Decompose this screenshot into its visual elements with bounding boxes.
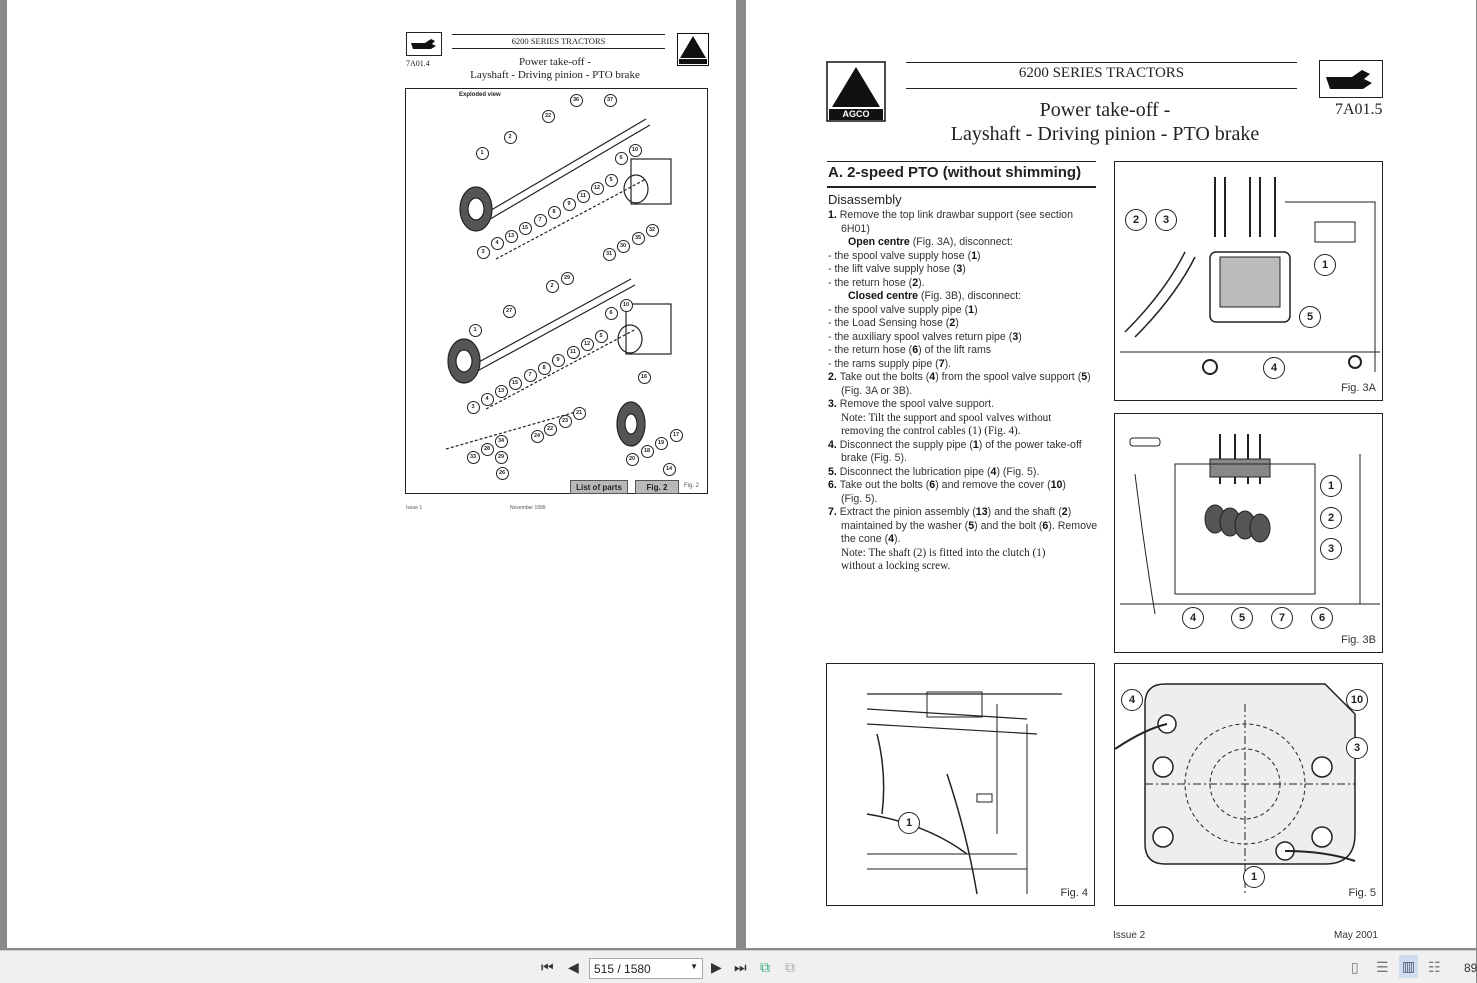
instruction-text: Note: Tilt the support and spool valves without xyxy=(841,411,1052,424)
instruction-line xyxy=(828,466,1096,480)
instruction-text: 4. xyxy=(828,438,840,451)
instruction-line xyxy=(828,385,1096,399)
callout-number: 4 xyxy=(491,237,504,250)
fig4-drawing xyxy=(827,664,1094,904)
instruction-text: 3 xyxy=(956,263,963,275)
callout-number: 23 xyxy=(559,415,572,428)
instruction-text: 2 xyxy=(912,276,919,289)
instruction-line xyxy=(828,506,1096,520)
instruction-text: 7. xyxy=(828,506,840,518)
instruction-text: 1. xyxy=(828,209,840,221)
first-page-icon[interactable]: ⏮ xyxy=(541,959,554,975)
instruction-text: ) xyxy=(977,249,981,262)
callout-number: 22 xyxy=(544,423,557,436)
figure-4 xyxy=(826,663,1095,906)
instruction-text: ) and the shaft ( xyxy=(987,506,1062,518)
callout-number: 33 xyxy=(467,451,480,464)
previous-page-icon[interactable]: ◀ xyxy=(568,959,579,975)
instruction-line xyxy=(828,412,1096,426)
callout-number: 7 xyxy=(1271,607,1293,629)
callout-number: 27 xyxy=(503,305,516,318)
instruction-text: 10 xyxy=(1050,479,1063,491)
rotate-right-icon[interactable]: ⧉ xyxy=(785,959,795,975)
instruction-line xyxy=(828,547,1096,561)
callout-number: 12 xyxy=(591,182,604,195)
instruction-text: 3. xyxy=(828,398,840,410)
instruction-line xyxy=(828,452,1096,466)
instruction-text: ) xyxy=(955,317,959,329)
instruction-text: 6 xyxy=(912,344,919,356)
callout-number: 22 xyxy=(542,110,555,123)
callout-number: 8 xyxy=(538,362,551,375)
callout-number: 6 xyxy=(1311,607,1333,629)
callout-number: 3 xyxy=(477,246,490,259)
two-page-continuous-view-icon[interactable]: ☷ xyxy=(1428,959,1441,975)
callout-number: 1 xyxy=(898,812,920,834)
instruction-line xyxy=(828,560,1096,574)
instruction-text: ) xyxy=(1087,371,1091,383)
callout-number: 13 xyxy=(505,230,518,243)
callout-number: 17 xyxy=(670,429,683,442)
callout-number: 1 xyxy=(476,147,489,160)
instruction-text: ) xyxy=(962,263,966,275)
callout-number: 10 xyxy=(620,299,633,312)
instruction-text: 1 xyxy=(968,303,975,316)
callout-number: 4 xyxy=(1263,357,1285,379)
instruction-text: Extract the pinion assembly ( xyxy=(839,506,976,518)
callout-number: 1 xyxy=(1314,254,1336,276)
instruction-text: 6 xyxy=(929,479,936,491)
instruction-text: brake (Fig. 5). xyxy=(841,452,907,464)
figure-label: Fig. 3B xyxy=(1341,634,1376,646)
callout-number: 3 xyxy=(1155,209,1177,231)
callout-number: 34 xyxy=(495,435,508,448)
figure-label: Fig. 4 xyxy=(1060,887,1088,899)
instruction-text: (Fig. 3A or 3B). xyxy=(841,384,913,397)
wrench-hand-icon xyxy=(406,32,442,56)
instruction-line xyxy=(828,493,1096,507)
callout-number: 2 xyxy=(1125,209,1147,231)
instruction-text: 4 xyxy=(990,465,997,478)
callout-number: 7 xyxy=(534,214,547,227)
instruction-line xyxy=(828,263,1096,277)
callout-number: 14 xyxy=(663,463,676,476)
instruction-text: 1 xyxy=(971,249,977,262)
callout-number: 31 xyxy=(603,248,616,261)
list-of-parts-button[interactable]: List of parts xyxy=(570,480,628,494)
instruction-line xyxy=(828,533,1096,547)
dropdown-arrow-icon[interactable]: ▼ xyxy=(690,962,698,971)
agco-logo xyxy=(826,61,886,122)
series-title: 6200 SERIES TRACTORS xyxy=(511,36,606,46)
instruction-text: 7 xyxy=(938,357,945,370)
instruction-text: - the auxiliary spool valves return pipe ( xyxy=(828,330,1013,343)
instruction-line xyxy=(828,317,1096,331)
instruction-line xyxy=(828,439,1096,453)
instruction-text: 3 xyxy=(1012,330,1019,343)
instruction-text: - the rams supply pipe ( xyxy=(828,357,939,370)
callout-number: 5 xyxy=(605,174,618,187)
callout-number: 5 xyxy=(1299,306,1321,328)
instruction-text: 6H01) xyxy=(841,222,870,235)
instruction-text: Remove the spool valve support. xyxy=(839,398,995,410)
fig3a-drawing xyxy=(1115,162,1382,402)
callout-number: 16 xyxy=(638,371,651,384)
callout-number: 20 xyxy=(626,453,639,466)
fig-2-button[interactable]: Fig. 2 xyxy=(635,480,679,494)
callout-number: 5 xyxy=(595,330,608,343)
callout-number: 3 xyxy=(1320,538,1342,560)
instruction-line xyxy=(828,520,1096,534)
callout-number: 9 xyxy=(552,354,565,367)
callout-number: 37 xyxy=(604,94,617,107)
instruction-text: - the lift valve supply hose ( xyxy=(828,263,957,275)
instruction-text: - the return hose ( xyxy=(828,344,913,356)
logo-text: AGCO xyxy=(842,109,870,119)
callout-number: 7 xyxy=(524,369,537,382)
instruction-line xyxy=(828,331,1096,345)
instruction-text: ) xyxy=(1062,479,1066,491)
callout-number: 5 xyxy=(1231,607,1253,629)
instruction-line xyxy=(828,250,1096,264)
instruction-text: ). Remove xyxy=(1048,519,1098,532)
instruction-text: - the spool valve supply pipe ( xyxy=(828,303,969,316)
instruction-text: ) and the bolt ( xyxy=(974,519,1043,532)
instruction-text: Disconnect the lubrication pipe ( xyxy=(839,465,991,478)
instruction-text: 5. xyxy=(828,465,840,478)
instruction-text: 1 xyxy=(972,438,979,451)
instruction-text: (Fig. 3A), disconnect: xyxy=(909,236,1013,248)
callout-number: 1 xyxy=(1320,475,1342,497)
instruction-line xyxy=(828,236,1096,250)
instruction-text: Remove the top link drawbar support (see section xyxy=(839,209,1073,221)
instruction-line xyxy=(828,479,1096,493)
instruction-text: ) xyxy=(1018,330,1022,343)
callout-number: 2 xyxy=(1320,507,1342,529)
issue-label: Issue 1 xyxy=(406,505,423,511)
callout-number: 29 xyxy=(495,451,508,464)
figure-label: Fig. 3A xyxy=(1341,382,1376,394)
callout-number: 35 xyxy=(632,232,645,245)
callout-number: 26 xyxy=(496,467,509,480)
instruction-text: 4 xyxy=(888,533,895,545)
callout-number: 15 xyxy=(509,377,522,390)
callout-number: 12 xyxy=(581,338,594,351)
instruction-text: without a locking screw. xyxy=(841,560,951,572)
instruction-list xyxy=(828,209,1096,574)
callout-number: 10 xyxy=(1346,689,1368,711)
figure-3a xyxy=(1114,161,1383,401)
instruction-text: 2. xyxy=(828,371,840,383)
callout-number: 4 xyxy=(1121,689,1143,711)
continuous-view-icon[interactable]: ☰ xyxy=(1376,959,1389,975)
instruction-line xyxy=(828,209,1096,223)
instruction-text: 4 xyxy=(929,371,936,383)
page-title-line2: Layshaft - Driving pinion - PTO brake xyxy=(470,69,640,81)
callout-number: 24 xyxy=(531,430,544,443)
instruction-line xyxy=(828,344,1096,358)
page-title-line1: Power take-off - xyxy=(1039,99,1171,121)
instruction-text: ) and remove the cover ( xyxy=(935,479,1051,491)
callout-number: 36 xyxy=(570,94,583,107)
figure-caption: Exploded view xyxy=(459,92,501,98)
pdf-viewer-toolbar xyxy=(0,950,1476,983)
instruction-text: 6 xyxy=(1042,519,1049,532)
instruction-line xyxy=(828,223,1096,237)
instruction-text: ) xyxy=(974,303,978,316)
single-page-view-icon[interactable]: ▯ xyxy=(1351,959,1359,975)
callout-number: 32 xyxy=(646,224,659,237)
zoom-level[interactable]: 89 xyxy=(1464,961,1477,975)
date-label: November 1999 xyxy=(510,505,546,511)
page-title-line1: Power take-off - xyxy=(519,56,591,68)
instruction-text: (Fig. 5). xyxy=(841,492,878,505)
section-heading: A. 2-speed PTO (without shimming) xyxy=(828,164,1082,181)
instruction-text: 2 xyxy=(949,317,956,329)
callout-number: 15 xyxy=(519,222,532,235)
instruction-line xyxy=(828,425,1096,439)
instruction-text: 5 xyxy=(1081,371,1088,383)
instruction-line xyxy=(828,358,1096,372)
page-indicator: 515 / 1580 xyxy=(594,962,651,976)
instruction-text: removing the control cables (1) (Fig. 4). xyxy=(841,425,1021,437)
instruction-text: 13 xyxy=(975,506,988,518)
callout-number: 2 xyxy=(546,280,559,293)
exploded-view-figure xyxy=(405,88,708,494)
callout-number: 3 xyxy=(467,401,480,414)
instruction-line xyxy=(828,304,1096,318)
instruction-text: - the return hose ( xyxy=(828,276,913,289)
figure-3b xyxy=(1114,413,1383,653)
figure-5 xyxy=(1114,663,1383,906)
instruction-text: 5 xyxy=(968,519,975,532)
subheading: Disassembly xyxy=(828,192,902,207)
instruction-text: - the Load Sensing hose ( xyxy=(828,317,950,329)
callout-number: 29 xyxy=(561,272,574,285)
date-label: May 2001 xyxy=(1334,930,1378,941)
page-code: 7A01.5 xyxy=(1335,101,1383,118)
issue-label: Issue 2 xyxy=(1113,930,1146,941)
instruction-text: ) of the power take-off xyxy=(978,438,1082,451)
instruction-text: Note: The shaft (2) is fitted into the clutch (1) xyxy=(841,546,1046,559)
callout-number: 13 xyxy=(495,385,508,398)
last-page-icon[interactable]: ⏭ xyxy=(734,959,747,975)
instruction-text: ). xyxy=(894,533,901,545)
instruction-text: maintained by the washer ( xyxy=(841,519,969,532)
instruction-text: (Fig. 3B), disconnect: xyxy=(918,290,1022,302)
page-number-input[interactable] xyxy=(589,958,703,979)
callout-number: 3 xyxy=(1346,737,1368,759)
callout-number: 1 xyxy=(1243,866,1265,888)
instruction-text: 2 xyxy=(1061,506,1068,518)
callout-number: 8 xyxy=(548,206,561,219)
callout-number: 18 xyxy=(641,445,654,458)
instruction-text: ). xyxy=(944,357,952,370)
instruction-text: ) from the spool valve support ( xyxy=(935,371,1082,383)
instruction-text: ) xyxy=(1067,506,1072,518)
instruction-text: Closed centre xyxy=(848,290,919,302)
instruction-text: Disconnect the supply pipe ( xyxy=(839,438,973,451)
callout-number: 4 xyxy=(481,393,494,406)
callout-number: 4 xyxy=(1182,607,1204,629)
callout-number: 1 xyxy=(469,324,482,337)
rotate-left-icon[interactable]: ⧉ xyxy=(760,959,770,975)
figure-label: Fig. 2 xyxy=(684,483,700,489)
instruction-text: ) of the lift rams xyxy=(918,344,992,356)
instruction-line xyxy=(828,290,1096,304)
instruction-text: the cone ( xyxy=(841,533,889,545)
instruction-line xyxy=(828,371,1096,385)
two-page-view-icon[interactable]: ▥ xyxy=(1399,955,1418,978)
callout-number: 28 xyxy=(481,443,494,456)
series-title: 6200 SERIES TRACTORS xyxy=(1018,65,1185,81)
page-title-line2: Layshaft - Driving pinion - PTO brake xyxy=(950,123,1260,145)
instruction-text: Take out the bolts ( xyxy=(839,371,930,383)
callout-number: 10 xyxy=(629,144,642,157)
instruction-text: Take out the bolts ( xyxy=(839,479,930,491)
callout-number: 11 xyxy=(577,190,590,203)
instruction-text: Open centre xyxy=(848,236,910,248)
next-page-icon[interactable]: ▶ xyxy=(711,959,722,975)
callout-number: 2 xyxy=(504,131,517,144)
callout-number: 6 xyxy=(605,307,618,320)
callout-number: 11 xyxy=(567,346,580,359)
instruction-text: ) (Fig. 5). xyxy=(996,465,1040,478)
wrench-hand-icon xyxy=(1319,60,1383,98)
instruction-text: - the spool valve supply hose ( xyxy=(828,249,972,262)
callout-number: 9 xyxy=(563,198,576,211)
page-code: 7A01.4 xyxy=(406,59,430,68)
callout-number: 30 xyxy=(617,240,630,253)
callout-number: 6 xyxy=(615,152,628,165)
callout-number: 19 xyxy=(655,437,668,450)
callout-number: 21 xyxy=(573,407,586,420)
instruction-text: ). xyxy=(918,276,925,289)
figure-label: Fig. 5 xyxy=(1348,887,1376,899)
instruction-text: 6. xyxy=(828,479,840,491)
instruction-line xyxy=(828,277,1096,291)
agco-logo xyxy=(677,33,709,66)
instruction-line xyxy=(828,398,1096,412)
